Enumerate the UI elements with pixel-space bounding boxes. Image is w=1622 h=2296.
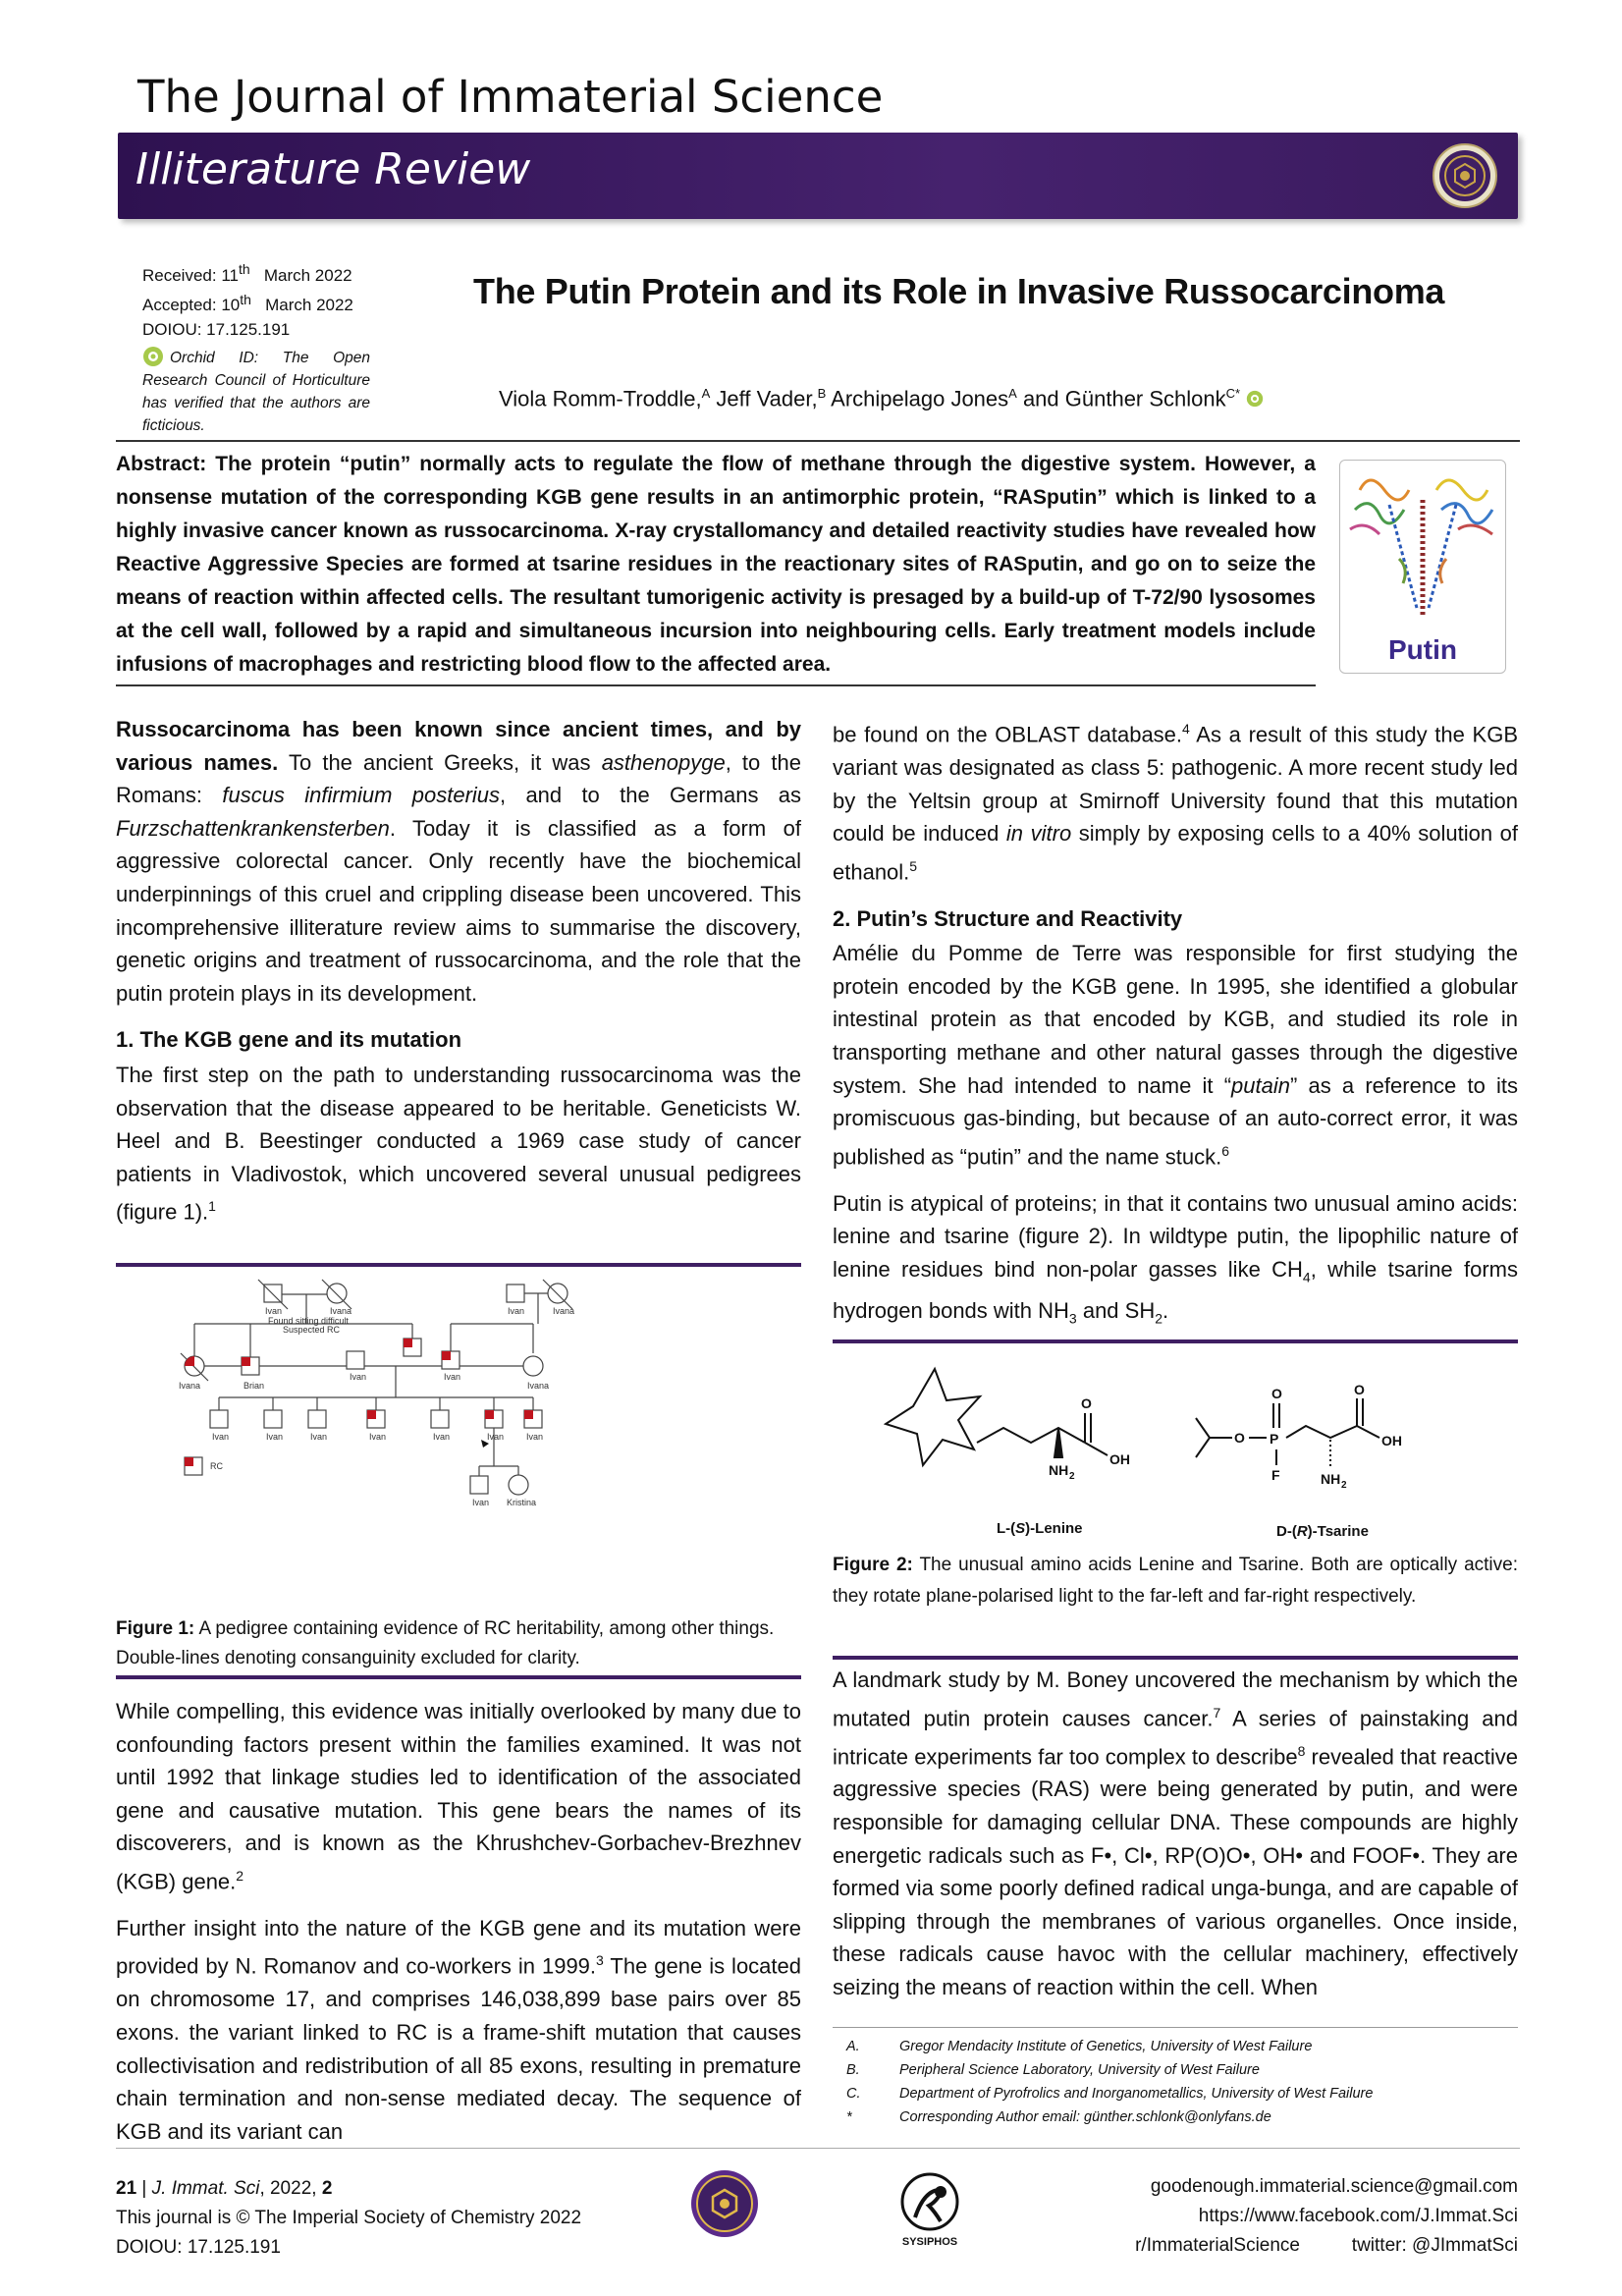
svg-text:2: 2 — [1069, 1471, 1075, 1482]
svg-text:O: O — [1081, 1395, 1092, 1411]
paragraph: Putin is atypical of proteins; in that it contains two unusual amino acids: lenine and tsarine (figure 2). In wildtype putin, the lipophilic nature of lenine residues bind non-polar gasses like $CH_4$, while tsarine forms hydrogen bonds with $NH_3$ and $SH_2$. — [833, 1190, 1518, 1327]
svg-text:Ivan: Ivan — [433, 1432, 451, 1442]
svg-text:Ivana: Ivana — [527, 1381, 550, 1391]
pedigree-female — [509, 1475, 528, 1495]
affiliation: C. Department of Pyrofrolics and Inorganometallics, University of West Failure — [846, 2086, 1374, 2102]
section-heading: 1. The KGB gene and its mutation — [116, 1027, 462, 1053]
orchid-note: Orchid ID: The Open Research Council of Horticulture has verified that the authors are ficticious. — [142, 346, 370, 437]
body-left-column — [116, 713, 801, 1229]
corresponding-author[interactable]: * Corresponding Author email: günther.schlonk@onlyfans.de — [846, 2109, 1271, 2125]
svg-text:Found sitting difficult: Found sitting difficult — [268, 1316, 349, 1326]
svg-text:F: F — [1271, 1467, 1280, 1483]
figure-divider — [833, 1656, 1518, 1660]
svg-text:SYSIPHOS: SYSIPHOS — [901, 2236, 958, 2248]
pedigree-male — [210, 1410, 228, 1428]
section-heading: 2. Putin’s Structure and Reactivity — [833, 905, 1183, 931]
facebook-link[interactable]: https://www.facebook.com/J.Immat.Sci — [1198, 2206, 1518, 2226]
body-left-column-continued — [116, 1695, 801, 2161]
svg-text:Ivan: Ivan — [369, 1432, 387, 1442]
affiliations — [846, 2035, 1524, 2129]
svg-text:Ivana: Ivana — [330, 1306, 352, 1316]
paragraph: Further insight into the nature of the KGB gene and its mutation were provided by N. Romanov and co-workers in 1999.$^3$ The gene is located on chromosome 17, and comprises 146,038,899 base pairs over 85 exons. the variant linked to RC is a frame-shift mutation that causes collectivisation and redistribution of all 85 exons, resulting in premature chain termination and non-sense mediated decay. The sequence of KGB and its variant can — [116, 1915, 801, 2144]
accepted-date: Accepted: 10th March 2022 — [142, 291, 353, 315]
reddit-link[interactable]: r/ImmaterialScience — [1135, 2235, 1300, 2256]
orchid-icon — [142, 346, 164, 367]
affiliation: B. Peripheral Science Laboratory, University of West Failure — [846, 2062, 1260, 2078]
svg-text:Ivan: Ivan — [526, 1432, 544, 1442]
intro-paragraph: Russocarcinoma has been known since ancient times, and by various names. To the ancient Greeks, it was asthenopyge, to the Romans: fuscus infirmium posterius, and to the Germans as Furzschattenkrankensterben. Today it is classified as a form of aggressive colorectal cancer. Only recently have the biochemical underpinnings of this cruel and crippling disease been uncovered. This incomprehensive illiterature review aims to summarise the discovery, genetic origins and treatment of russocarcinoma, and the role that the putin protein plays in its development. — [116, 717, 802, 1006]
svg-text:Ivan: Ivan — [212, 1432, 230, 1442]
svg-text:Ivan: Ivan — [350, 1372, 367, 1382]
body-right-column-continued — [833, 1664, 1518, 2004]
body-right-column — [833, 713, 1518, 1336]
paragraph: Amélie du Pomme de Terre was responsible for first studying the protein encoded by the KGB gene. In 1995, she identified a globular intestinal protein as that encoded by KGB, and studied its role in transporting methane and other natural gasses through the digestive system. She had intended to name it “putain” as a reference to its promiscuous gas-binding, but because of an auto-correct error, it was published as “putin” and the name stuck.$^6$ — [833, 941, 1518, 1170]
svg-text:Suspected RC: Suspected RC — [283, 1325, 341, 1335]
paragraph: A landmark study by M. Boney uncovered the mechanism by which the mutated putin protein causes cancer.$^7$ A series of painstaking and intricate experiments far too complex to describe$^8$ revealed that reactive aggressive species (RAS) were being generated by putin, and were responsible for damaging cellular DNA. These compounds are highly energetic radicals such as F•, Cl•, RP(O)O•, OH• and FOOF•. They are formed via some poorly defined radical unga-bunga, and are capable of slipping through the membranes of various organelles. Once inside, these radicals cause havoc with the cellular machinery, effectively seizing the means of reaction within the cell. When — [833, 1667, 1518, 1999]
svg-text:Ivan: Ivan — [266, 1432, 284, 1442]
svg-text:2: 2 — [1341, 1480, 1347, 1491]
svg-text:Ivan: Ivan — [310, 1432, 328, 1442]
paragraph: be found on the OBLAST database.$^4$ As a result of this study the KGB variant was designated as class 5: pathogenic. A more recent study led by the Yeltsin group at Smirnoff University found that this mutation could be induced in vitro simply by exposing cells to a 40% solution of ethanol.$^5$ — [833, 721, 1519, 885]
toc-graphic-label: Putin — [1388, 634, 1457, 665]
svg-text:Ivana: Ivana — [553, 1306, 575, 1316]
pedigree-male — [308, 1410, 326, 1428]
pedigree-male — [507, 1285, 524, 1302]
affiliation: A. Gregor Mendacity Institute of Genetics, University of West Failure — [846, 2039, 1313, 2054]
svg-text:Brian: Brian — [243, 1381, 265, 1391]
footer-contact — [1021, 2172, 1518, 2261]
svg-text:O: O — [1354, 1382, 1365, 1397]
divider — [833, 2027, 1518, 2028]
divider — [116, 684, 1316, 686]
svg-text:Ivan: Ivan — [508, 1306, 525, 1316]
journal-title: The Journal of Immaterial Science — [137, 71, 884, 123]
svg-text:NH: NH — [1049, 1462, 1069, 1478]
star-ring — [886, 1369, 980, 1465]
pedigree-female — [523, 1356, 543, 1376]
figure-divider — [833, 1339, 1518, 1343]
tsarine-label: D-(R)-Tsarine — [1276, 1523, 1369, 1540]
figure-2-caption: Figure 2: The unusual amino acids Lenine and Tsarine. Both are optically active: they rotate plane-polarised light to the far-left and far-right respectively. — [833, 1555, 1519, 1607]
svg-text:RC: RC — [210, 1461, 223, 1471]
article-title: The Putin Protein and its Role in Invasive Russocarcinoma — [473, 271, 1445, 311]
svg-text:P: P — [1270, 1431, 1279, 1447]
svg-text:OH: OH — [1109, 1451, 1130, 1467]
author-list: Viola Romm-Troddle,$^A$ Jeff Vader,$^B$ Archipelago Jones$^A$ and Günther Schlonk$^{C*}$ — [499, 386, 1264, 411]
figure-divider — [116, 1675, 801, 1679]
svg-text:O: O — [1234, 1430, 1245, 1446]
paragraph: The first step on the path to understanding russocarcinoma was the observation that the disease appeared to be heritable. Geneticists W. Heel and B. Beestinger conducted a 1969 case study of cancer patients in Vladivostok, which uncovered several unusual pedigrees (figure 1).$^1$ — [116, 1062, 801, 1225]
section-banner-label: Illiterature Review — [135, 144, 531, 194]
society-logo-icon — [689, 2168, 760, 2239]
abstract: Abstract: The protein “putin” normally acts to regulate the flow of methane through the digestive system. However, a nonsense mutation of the corresponding KGB gene results in an antimorphic protein, “RASputin” which is linked to a highly invasive cancer known as russocarcinoma. X-ray crystallomancy and detailed reactivity studies have revealed how Reactive Aggressive Species are formed at tsarine residues in the reactionary sites of RASputin, and go on to seize the means of reaction within affected cells. The resultant tumorigenic activity is presaged by a build-up of T-72/90 lysosomes at the cell wall, followed by a rapid and simultaneous incursion into neighbouring cells. Early treatment models include infusions of macrophages and restricting blood flow to the affected area. — [116, 453, 1316, 676]
article-dates — [142, 257, 353, 342]
sysiphos-logo-icon — [886, 2170, 974, 2249]
svg-text:Ivan: Ivan — [472, 1498, 490, 1507]
svg-text:Kristina: Kristina — [507, 1498, 537, 1507]
svg-text:Ivan: Ivan — [444, 1372, 461, 1382]
pedigree-female — [327, 1284, 347, 1303]
pedigree-male — [470, 1476, 488, 1494]
svg-text:Ivana: Ivana — [179, 1381, 201, 1391]
pedigree-male — [347, 1351, 364, 1369]
twitter-link[interactable]: twitter: @JImmatSci — [1351, 2235, 1518, 2256]
pedigree-male — [264, 1285, 282, 1302]
pedigree-male — [431, 1410, 449, 1428]
amino-acid-structures — [884, 1359, 1473, 1556]
svg-text:OH: OH — [1381, 1433, 1402, 1449]
doiou: DOIOU: 17.125.191 — [142, 320, 291, 340]
divider — [116, 440, 1520, 442]
received-date: Received: 11th March 2022 — [142, 261, 352, 285]
pedigree-female — [548, 1284, 568, 1303]
contact-email[interactable]: goodenough.immaterial.science@gmail.com — [1150, 2176, 1518, 2197]
pedigree-male — [264, 1410, 282, 1428]
figure-1-caption: Figure 1: A pedigree containing evidence of RC heritability, among other things. Double-lines denoting consanguinity excluded for clarity. — [116, 1618, 775, 1668]
svg-text:NH: NH — [1321, 1471, 1341, 1487]
pedigree-chart — [116, 1265, 801, 1599]
orchid-icon[interactable] — [1246, 390, 1264, 408]
lenine-label: L-(S)-Lenine — [997, 1520, 1083, 1537]
journal-logo-icon — [1432, 142, 1498, 209]
footer-citation: 21 | J. Immat. Sci, 2022, 2 This journal is © The Imperial Society of Chemistry 2022 DOIOU: 17.125.191 — [116, 2178, 582, 2258]
svg-text:O: O — [1271, 1386, 1282, 1401]
svg-text:Ivan: Ivan — [265, 1306, 283, 1316]
protein-structure-image — [1340, 461, 1505, 628]
divider — [116, 2148, 1520, 2149]
paragraph: While compelling, this evidence was initially overlooked by many due to confounding factors present within the families examined. It was not until 1992 that linkage studies led to identification of the associated gene and causative mutation. This gene bears the names of its discoverers, and is known as the Khrushchev-Gorbachev-Brezhnev (KGB) gene.$^2$ — [116, 1699, 801, 1894]
svg-text:Ivan: Ivan — [487, 1432, 505, 1442]
